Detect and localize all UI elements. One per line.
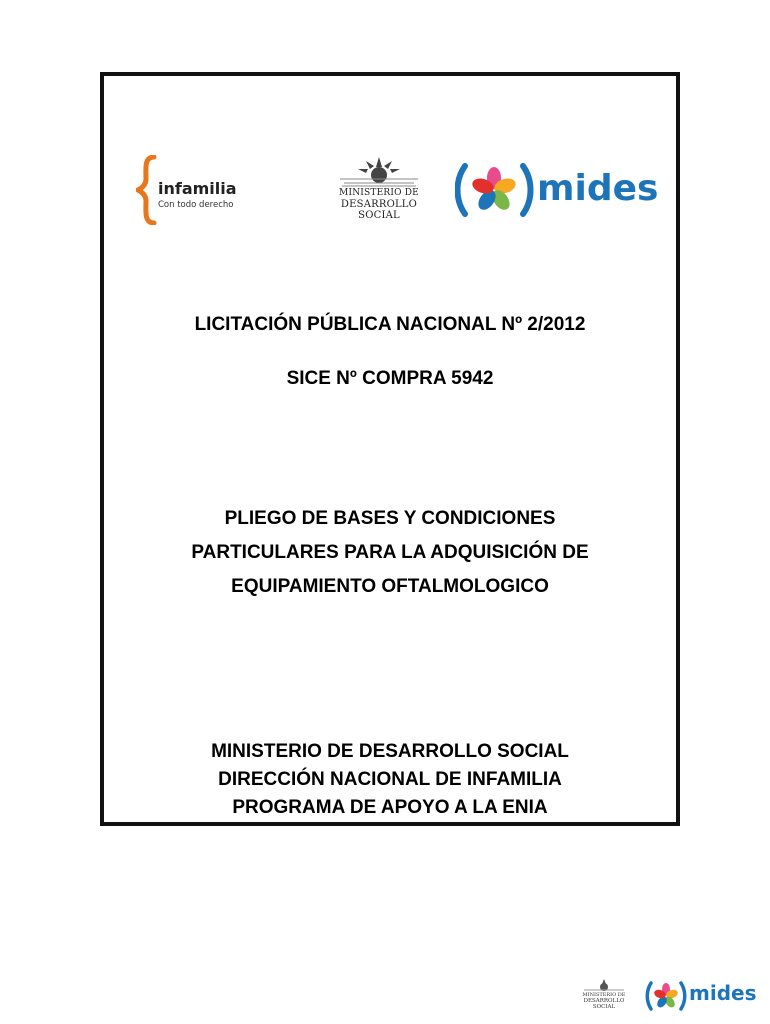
- mides-wordmark: mides: [537, 168, 659, 209]
- footer-ministerio-line1: MINISTERIO DE: [582, 992, 626, 998]
- frame-edge-mark-right: [677, 616, 680, 706]
- infamilia-logo: [134, 155, 254, 225]
- subject-block: [100, 502, 680, 604]
- issuer-line: DIRECCIÓN NACIONAL DE INFAMILIA: [218, 769, 562, 790]
- subject-line: EQUIPAMIENTO OFTALMOLOGICO: [231, 576, 549, 597]
- mides-logo: [455, 162, 659, 222]
- ministerio-line2: DESARROLLO SOCIAL: [340, 199, 418, 221]
- footer-sun-emblem-icon: [574, 978, 634, 992]
- issuer-line: PROGRAMA DE APOYO A LA ENIA: [232, 797, 548, 818]
- footer-mides-logo: [645, 980, 760, 1012]
- footer-mides-wordmark: mides: [689, 981, 757, 1005]
- ministerio-line1: MINISTERIO DE: [339, 188, 419, 198]
- tender-title: LICITACIÓN PÚBLICA NACIONAL Nº 2/2012: [194, 314, 586, 335]
- footer-ministerio-logo: [574, 978, 634, 1008]
- issuer-block: [100, 738, 680, 822]
- footer-mides-flower-icon: [645, 980, 687, 1012]
- footer-ministerio-line2: DESARROLLO SOCIAL: [583, 998, 625, 1010]
- infamilia-tagline: Con todo derecho: [158, 200, 234, 210]
- issuer-line: MINISTERIO DE DESARROLLO SOCIAL: [211, 741, 569, 762]
- subject-line: PLIEGO DE BASES Y CONDICIONES: [224, 508, 556, 529]
- mides-flower-icon: [455, 162, 535, 218]
- sice-number: SICE Nº COMPRA 5942: [286, 368, 494, 389]
- infamilia-name: infamilia: [158, 179, 237, 198]
- sun-emblem-icon: [320, 155, 438, 187]
- subject-line: PARTICULARES PARA LA ADQUISICIÓN DE: [191, 542, 589, 563]
- ministerio-logo: [320, 155, 438, 221]
- frame-edge-mark-left: [100, 616, 103, 706]
- brace-icon: [136, 155, 160, 225]
